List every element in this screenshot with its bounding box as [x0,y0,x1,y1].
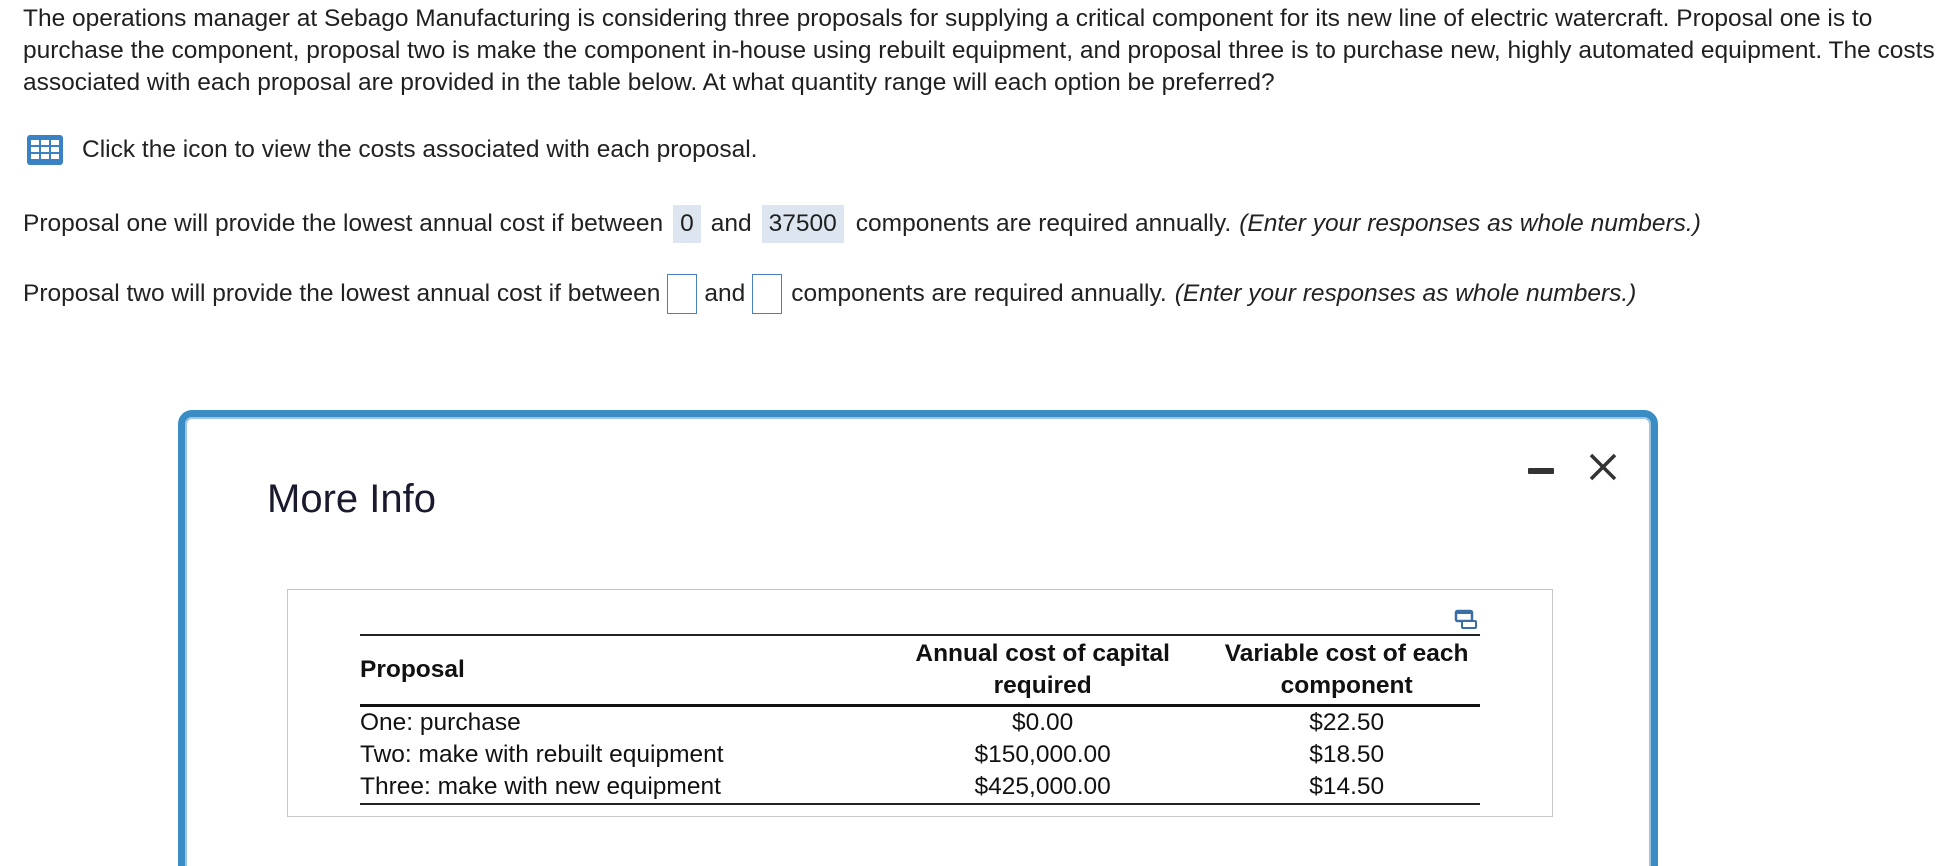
capital-cost: $0.00 [1012,709,1074,736]
table-row [360,771,1480,804]
answer-one-low-input[interactable]: 0 [673,205,701,243]
costs-table-header-row [360,635,1480,706]
answer-one-prefix: Proposal one will provide the lowest annual cost if between [23,210,664,237]
view-costs-label: Click the icon to view the costs associated with each proposal. [82,136,758,163]
close-icon [1587,451,1619,483]
expand-icon[interactable] [1454,608,1480,632]
variable-cost: $22.50 [1309,709,1385,736]
variable-cost: $18.50 [1309,741,1385,768]
costs-table [360,634,1480,805]
proposal-name: Two: make with rebuilt equipment [360,741,724,768]
more-info-dialog [178,410,1658,866]
answer-two-low-input[interactable] [667,274,697,314]
answer-two-hint: (Enter your responses as whole numbers.) [1174,280,1637,307]
header-variable-cost: Variable cost of each component [1224,640,1469,699]
answer-two-high-input[interactable] [752,274,782,314]
table-icon[interactable] [26,134,64,166]
answer-two-and: and [704,280,746,307]
answer-one-hint: (Enter your responses as whole numbers.) [1239,210,1701,237]
answer-one-high-input[interactable]: 37500 [762,205,844,243]
question-text: The operations manager at Sebago Manufacturing is considering three proposals for supplying a critical component for its new line of electric watercraft. Proposal one is to purchase the component, proposal two is make the component in-house using rebuilt equipment, and proposal three is to purchase new, highly automated equipment. The costs associated with each proposal are provided in the table below. At what quantity range will each option be preferred? [23,5,1935,96]
header-proposal: Proposal [360,656,465,683]
answer-proposal-two [23,274,1636,314]
table-row [360,706,1480,740]
costs-table-frame [287,589,1553,817]
answer-proposal-one [23,205,1701,243]
proposal-name: Three: make with new equipment [360,773,721,800]
variable-cost: $14.50 [1309,773,1385,800]
answer-one-suffix: components are required annually. [855,210,1232,237]
view-costs-link[interactable] [26,134,757,166]
answer-two-prefix: Proposal two will provide the lowest annual cost if between [23,280,661,307]
header-capital-cost: Annual cost of capital required [915,640,1170,699]
minimize-icon [1526,452,1556,482]
table-row [360,739,1480,771]
capital-cost: $150,000.00 [974,741,1111,768]
answer-one-and: and [710,210,752,237]
proposal-name: One: purchase [360,709,521,736]
dialog-title: More Info [267,477,436,521]
capital-cost: $425,000.00 [974,773,1111,800]
minimize-button[interactable] [1521,447,1561,487]
answer-two-suffix: components are required annually. [791,280,1167,307]
close-button[interactable] [1583,447,1623,487]
